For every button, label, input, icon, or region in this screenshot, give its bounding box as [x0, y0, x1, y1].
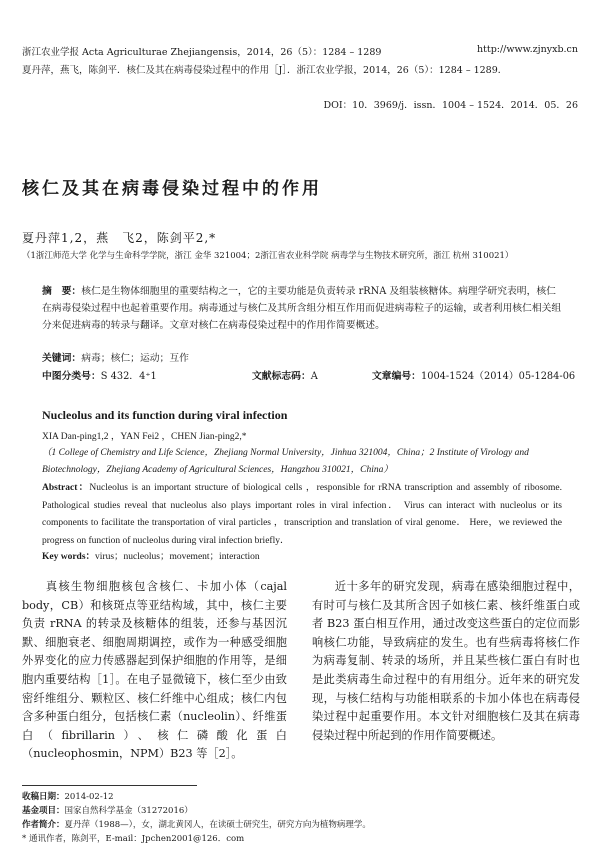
doc-code-value: A	[310, 371, 318, 382]
received-label: 收稿日期：	[22, 792, 65, 802]
received-value: 2014-02-12	[64, 792, 114, 802]
keywords-cn	[42, 350, 189, 364]
english-keywords	[42, 548, 260, 562]
body-left-text: 真核生物细胞核包含核仁、卡加小体（cajal body，CB）和核斑点等亚结构域，其中，核仁主要负责 rRNA 的转录及核糖体的组装，还参与基因沉默、细胞衰老、细胞周期调控，或作为一种感受细胞外界变化的应力传感器起到保护细胞的作用等，是细胞内重要结构［1］。在电子显微镜下，核仁至少由致密纤维组分、颗粒区、核仁纤维中心组成；核仁内包含多种蛋白组分，包括核仁素（nucleolin）、纤维蛋白（fibrillarin）、核仁磷酸化蛋白（nucleophosmin，NPM）B23 等［2］。	[22, 580, 287, 761]
keywords-cn-text: 病毒；核仁；运动；互作	[81, 353, 189, 364]
clc-value: S 432．4⁺1	[100, 371, 157, 382]
article-number-value: 1004-1524（2014）05-1284-06	[420, 371, 576, 382]
english-abstract-label: Abstract：	[42, 483, 90, 493]
abstract-cn	[42, 283, 562, 334]
footnote-author	[22, 818, 371, 830]
footnote-corresponding: * 通讯作者，陈剑平，E-mail：Jpchen2001@126．com	[22, 834, 245, 844]
doi[interactable]: DOI：10．3969/j．issn．1004 – 1524．2014．05．26	[323, 100, 578, 111]
english-title: Nucleolus and its function during viral infection	[42, 408, 288, 422]
english-abstract-text: Nucleolus is an important structure of biological cells ，responsible for rRNA transcription and assembly of ribosome. Pathological studies reveal that nucleolus also plays important roles in viral infection． Virus can interact with nucleolus or its components to facilitate the transportation of viral particles ，transcription and translation of viral genome． Here，we reviewed the progress on function of nucleolus during viral infection briefly．	[42, 483, 562, 546]
citation-line: 夏丹萍，燕飞，陈剑平．核仁及其在病毒侵染过程中的作用［J］．浙江农业学报，2014，26（5）：1284 – 1289．	[22, 65, 508, 76]
english-keywords-label: Key words：	[42, 552, 96, 562]
authors: 夏丹萍1,2，燕 飞2，陈剑平2,*	[22, 231, 217, 245]
clc-label: 中图分类号：	[42, 371, 101, 382]
author-label: 作者简介：	[22, 820, 65, 830]
journal-url[interactable]: http://www.zjnyxb.cn	[476, 44, 578, 55]
article-title: 核仁及其在病毒侵染过程中的作用	[22, 179, 322, 199]
footnote-divider	[22, 785, 197, 786]
body-right-text: 近十多年的研究发现，病毒在感染细胞过程中，有时可与核仁及其所含因子如核仁素、核纤维蛋白或者 B23 蛋白相互作用，通过改变这些蛋白的定位而影响核仁功能，导致病症的发生。也有些病毒将核仁作为病毒复制、转录的场所，并且某些核仁蛋白有时也是此类病毒生命过程中的有用组分。近年来的研究发现，与核仁结构与功能相联系的卡加小体也在病毒侵染过程中起重要作用。本文针对细胞核仁及其在病毒侵染过程中所起到的作用作简要概述。	[312, 580, 580, 742]
footnote-fund	[22, 804, 193, 816]
abstract-cn-label: 摘 要：	[42, 286, 82, 297]
author-value: 夏丹萍（1988—），女，湖北黄冈人，在读硕士研究生，研究方向为植物病理学。	[64, 820, 371, 830]
article-number	[372, 368, 575, 382]
body-column-right	[312, 578, 580, 745]
body-column-left	[22, 578, 287, 764]
doc-code-label: 文献标志码：	[252, 371, 311, 382]
english-affiliations: （1 College of Chemistry and Life Science，Zhejiang Normal University，Jinhua 321004，China；2 Institute of Virology and Biotechnology，Zhejiang Academy of Agricultural Sciences，Hangzhou 310021，China）	[42, 448, 529, 475]
article-number-label: 文章编号：	[372, 371, 421, 382]
footnote-received	[22, 790, 114, 802]
fund-value: 国家自然科学基金（31272016）	[64, 806, 193, 816]
english-abstract	[42, 480, 562, 550]
english-authors: XIA Dan-ping1,2 ，YAN Fei2 ，CHEN Jian-ping2,*	[42, 432, 247, 442]
clc-number	[42, 368, 157, 382]
affiliations: （1浙江师范大学 化学与生命科学学院，浙江 金华 321004；2浙江省农业科学院 病毒学与生物技术研究所，浙江 杭州 310021）	[22, 251, 514, 261]
fund-label: 基金项目：	[22, 806, 65, 816]
abstract-cn-text: 核仁是生物体细胞里的重要结构之一，它的主要功能是负责转录 rRNA 及组装核糖体。病理学研究表明，核仁在病毒侵染过程中也起着重要作用。病毒通过与核仁及其所含组分相互作用而促进病毒粒子的运输，或者利用核仁相关组分来促进病毒的转录与翻译。文章对核仁在病毒侵染过程中的作用作简要概述。	[42, 286, 562, 331]
keywords-cn-label: 关键词：	[42, 353, 82, 364]
english-keywords-text: virus；nucleolus；movement；interaction	[95, 552, 260, 562]
doc-code	[252, 368, 318, 382]
journal-line: 浙江农业学报 Acta Agriculturae Zhejiangensis，2014，26（5）：1284 – 1289	[22, 47, 382, 58]
